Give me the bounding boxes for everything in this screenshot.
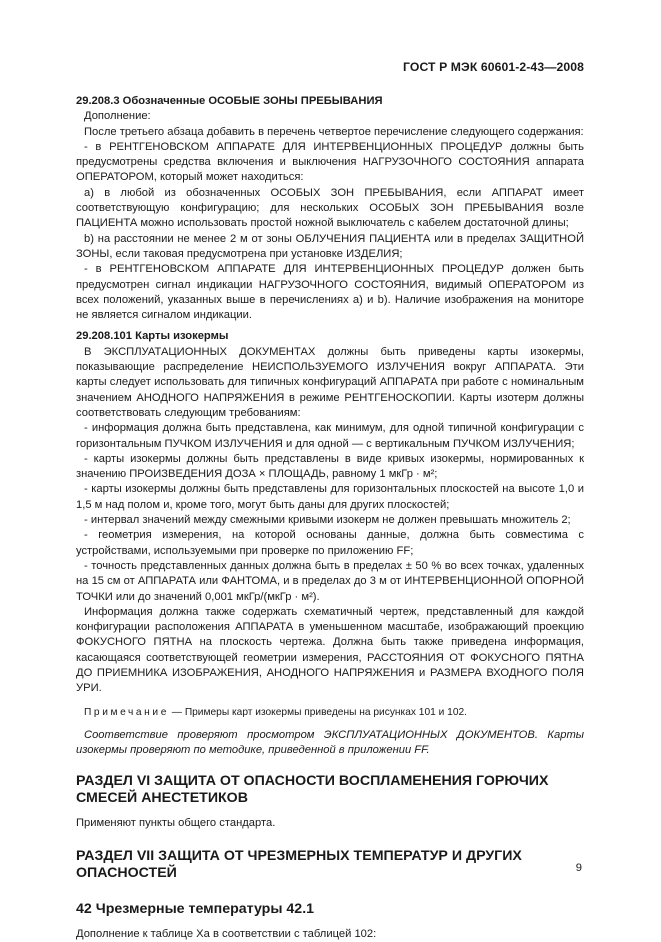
list-item: - в РЕНТГЕНОВСКОМ АППАРАТЕ ДЛЯ ИНТЕРВЕНЦИОННЫХ ПРОЦЕДУР должен быть предусмотрен сигнал индикации НАГРУЗОЧНОГО СОСТОЯНИЯ, видимый ОПЕРАТОРОМ из всех положений, указанных выше в перечислениях а) и b). Наличие изображения на мониторе не является сигналом индикации.	[76, 263, 584, 322]
paragraph: Дополнение:	[84, 110, 151, 123]
page-number: 9	[575, 862, 582, 874]
clause-title-42: 42 Чрезмерные температуры 42.1	[76, 900, 315, 917]
note	[76, 705, 584, 720]
list-item: - геометрия измерения, на которой основаны данные, должна быть совместима с устройствами, используемыми при проверке по приложению FF;	[76, 529, 584, 557]
paragraph: Дополнение к таблице Xa в соответствии с таблицей 102:	[76, 927, 377, 940]
paragraph: Применяют пункты общего стандарта.	[76, 817, 276, 830]
section-title-vii: РАЗДЕЛ VII ЗАЩИТА ОТ ЧРЕЗМЕРНЫХ ТЕМПЕРАТУР И ДРУГИХ ОПАСНОСТЕЙ	[76, 847, 522, 881]
document-body	[76, 94, 584, 942]
list-item: b) на расстоянии не менее 2 м от зоны ОБЛУЧЕНИЯ ПАЦИЕНТА или в пределах ЗАЩИТНОЙ ЗОНЫ, если таковая предусмотрена при установке ИЗДЕЛИЯ;	[76, 232, 584, 260]
paragraph: После третьего абзаца добавить в перечень четвертое перечисление следующего содержания:	[84, 125, 584, 138]
list-item: а) в любой из обозначенных ОСОБЫХ ЗОН ПРЕБЫВАНИЯ, если АППАРАТ имеет соответствующую конфигурацию; для нескольких ОСОБЫХ ЗОН ПРЕБЫВАНИЯ возле ПАЦИЕНТА можно использовать простой ножной выключатель с кабелем достаточной длины;	[76, 186, 584, 230]
list-item: - в РЕНТГЕНОВСКОМ АППАРАТЕ ДЛЯ ИНТЕРВЕНЦИОННЫХ ПРОЦЕДУР должны быть предусмотрены средства включения и выключения НАГРУЗОЧНОГО СОСТОЯНИЯ аппарата ОПЕРАТОРОМ, который может находиться:	[76, 140, 584, 184]
list-item: - интервал значений между смежными кривыми изокерм не должен превышать множитель 2;	[84, 514, 571, 527]
note-label: Примечание	[84, 706, 169, 718]
section-title-vi: РАЗДЕЛ VI ЗАЩИТА ОТ ОПАСНОСТИ ВОСПЛАМЕНЕНИЯ ГОРЮЧИХ СМЕСЕЙ АНЕСТЕТИКОВ	[76, 773, 549, 807]
list-item: - информация должна быть представлена, как минимум, для одной типичной конфигурации с горизонтальным ПУЧКОМ ИЗЛУЧЕНИЯ и для одной — с вертикальным ПУЧКОМ ИЗЛУЧЕНИЯ;	[76, 422, 584, 450]
standard-header: ГОСТ Р МЭК 60601-2-43—2008	[403, 60, 584, 74]
list-item: - точность представленных данных должна быть в пределах ± 50 % во всех точках, удаленных на 15 см от АППАРАТА или ФАНТОМА, и в пределах до 3 м от ИНТЕРВЕНЦИОННОЙ ОПОРНОЙ ТОЧКИ или до значений 0,001 мкГр/(мкГр · м²).	[76, 559, 584, 603]
compliance-statement: Соответствие проверяют просмотром ЭКСПЛУАТАЦИОННЫХ ДОКУМЕНТОВ. Карты изокермы проверяют по методике, приведенной в приложении FF.	[76, 728, 584, 757]
note-text: — Примеры карт изокермы приведены на рисунках 101 и 102.	[168, 706, 467, 718]
clause-title-29-208-3: 29.208.3 Обозначенные ОСОБЫЕ ЗОНЫ ПРЕБЫВАНИЯ	[76, 95, 383, 107]
paragraph: В ЭКСПЛУАТАЦИОННЫХ ДОКУМЕНТАХ должны быть приведены карты изокермы, показывающие распределение НЕИСПОЛЬЗУЕМОГО ИЗЛУЧЕНИЯ вокруг АППАРАТА. Эти карты следует использовать для типичных конфигураций АППАРАТА при работе с номинальным значением АНОДНОГО НАПРЯЖЕНИЯ в режиме РЕНТГЕНОСКОПИИ. Карты изотерм должны соответствовать следующим требованиям:	[76, 345, 584, 419]
list-item: - карты изокермы должны быть представлены в виде кривых изокермы, нормированных к значению ПРОИЗВЕДЕНИЯ ДОЗА × ПЛОЩАДЬ, равному 1 мкГр · м²;	[76, 452, 584, 481]
list-item: - карты изокермы должны быть представлены для горизонтальных плоскостей на высоте 1,0 и 1,5 м над полом и, кроме того, могут быть даны для других плоскостей;	[76, 483, 584, 511]
paragraph: Информация должна также содержать схематичный чертеж, представленный для каждой конфигурации расположения АППАРАТА в уменьшенном масштабе, изображающий проекцию ФОКУСНОГО ПЯТНА на плоскость чертежа. Должна быть также приведена информация, касающаяся соответствующей геометрии измерения, РАССТОЯНИЯ ОТ ФОКУСНОГО ПЯТНА ДО ПРИЕМНИКА ИЗОБРАЖЕНИЯ, АНОДНОГО НАПРЯЖЕНИЯ и РАЗМЕРА ВХОДНОГО ПОЛЯ УРИ.	[76, 605, 584, 695]
clause-title-29-208-101: 29.208.101 Карты изокермы	[76, 330, 229, 343]
